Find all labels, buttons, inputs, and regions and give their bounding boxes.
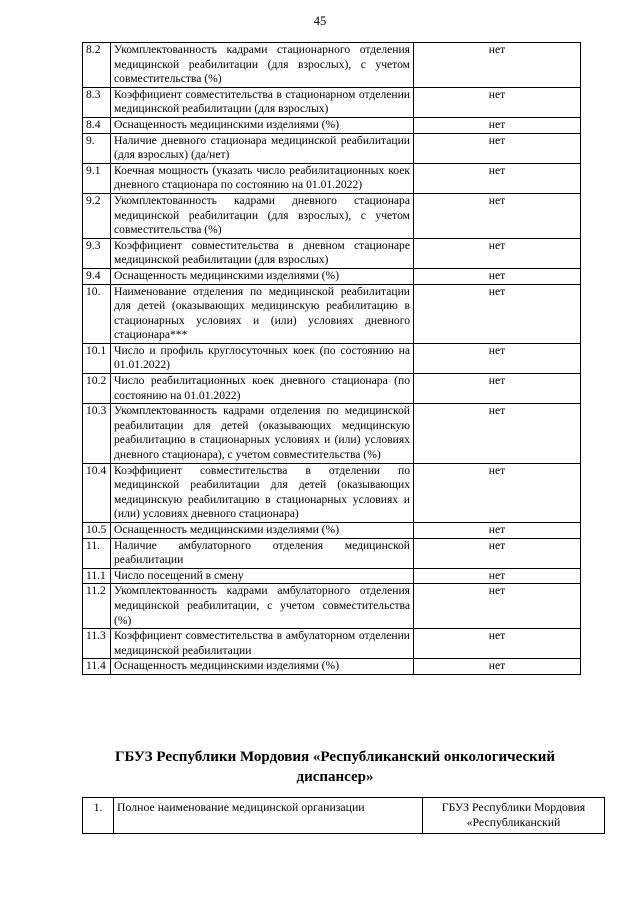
row-number: 11.2 <box>83 584 111 629</box>
table-row <box>83 404 581 463</box>
row-value: нет <box>414 659 581 675</box>
row-description: Укомплектованность кадрами дневного стационара медицинской реабилитации (для взрослых), с учетом совместительства (%) <box>111 193 414 238</box>
table-row <box>83 284 581 343</box>
row-description: Число реабилитационных коек дневного стационара (по состоянию на 01.01.2022) <box>111 374 414 404</box>
row-description: Укомплектованность кадрами отделения по медицинской реабилитации для детей (оказывающих медицинскую реабилитацию в стационарных условиях и (или) условиях дневного стационара), с учетом совместительства (%) <box>111 404 414 463</box>
table-row <box>83 523 581 539</box>
row-description: Число посещений в смену <box>111 568 414 584</box>
table-row <box>83 133 581 163</box>
row-value: нет <box>414 268 581 284</box>
row-value: нет <box>414 584 581 629</box>
row-description: Коэффициент совместительства в амбулаторном отделении медицинской реабилитации <box>111 629 414 659</box>
table-row <box>83 798 605 834</box>
row-description: Коэффициент совместительства в отделении по медицинской реабилитации для детей (оказывающих медицинскую реабилитацию в стационарных условиях и (или) условиях дневного стационара) <box>111 463 414 522</box>
organization-info-table <box>82 797 605 834</box>
table-row <box>83 87 581 117</box>
row-number: 9. <box>83 133 111 163</box>
row-description: Коэффициент совместительства в стационарном отделении медицинской реабилитации (для взрослых) <box>111 87 414 117</box>
row-value: нет <box>414 133 581 163</box>
row-value: нет <box>414 568 581 584</box>
row-number: 9.4 <box>83 268 111 284</box>
row-value: нет <box>414 238 581 268</box>
row-description: Укомплектованность кадрами амбулаторного отделения медицинской реабилитации, с учетом совместительства (%) <box>111 584 414 629</box>
row-description: Оснащенность медицинскими изделиями (%) <box>111 268 414 284</box>
row-value: нет <box>414 193 581 238</box>
row-description: Наличие дневного стационара медицинской реабилитации (для взрослых) (да/нет) <box>111 133 414 163</box>
table-row <box>83 463 581 522</box>
table-row <box>83 538 581 568</box>
row-number: 11.1 <box>83 568 111 584</box>
page-number: 45 <box>313 14 327 28</box>
row-number: 9.3 <box>83 238 111 268</box>
row-description: Наименование отделения по медицинской реабилитации для детей (оказывающих медицинскую реабилитацию в стационарных условиях и (или) условиях дневного стационара*** <box>111 284 414 343</box>
table-row <box>83 568 581 584</box>
row-value: нет <box>414 538 581 568</box>
table-row <box>83 117 581 133</box>
row-number: 9.2 <box>83 193 111 238</box>
row-value: ГБУЗ Республики Мордовия «Республиканский <box>423 798 605 834</box>
table-row <box>83 629 581 659</box>
organization-title: ГБУЗ Республики Мордовия «Республиканский онкологический диспансер» <box>114 749 556 785</box>
row-value: нет <box>414 284 581 343</box>
row-description: Полное наименование медицинской организации <box>114 798 423 834</box>
table-row <box>83 584 581 629</box>
table-row <box>83 163 581 193</box>
row-number: 8.3 <box>83 87 111 117</box>
row-number: 10. <box>83 284 111 343</box>
rehabilitation-table-body <box>83 43 581 675</box>
row-number: 8.2 <box>83 43 111 88</box>
table-row <box>83 374 581 404</box>
row-value: нет <box>414 629 581 659</box>
table-row <box>83 268 581 284</box>
row-number: 10.3 <box>83 404 111 463</box>
row-value: нет <box>414 374 581 404</box>
row-number: 11.4 <box>83 659 111 675</box>
table-row <box>83 343 581 373</box>
table-row <box>83 659 581 675</box>
row-value: нет <box>414 523 581 539</box>
table-row <box>83 193 581 238</box>
row-description: Оснащенность медицинскими изделиями (%) <box>111 523 414 539</box>
row-description: Наличие амбулаторного отделения медицинской реабилитации <box>111 538 414 568</box>
row-number: 8.4 <box>83 117 111 133</box>
row-number: 10.4 <box>83 463 111 522</box>
row-value: нет <box>414 117 581 133</box>
row-number: 10.1 <box>83 343 111 373</box>
row-value: нет <box>414 43 581 88</box>
rehabilitation-table <box>82 42 581 675</box>
row-value: нет <box>414 163 581 193</box>
row-value: нет <box>414 404 581 463</box>
table-row <box>83 43 581 88</box>
table-row <box>83 238 581 268</box>
row-description: Коэффициент совместительства в дневном стационаре медицинской реабилитации (для взрослых) <box>111 238 414 268</box>
row-number: 10.2 <box>83 374 111 404</box>
row-description: Укомплектованность кадрами стационарного отделения медицинской реабилитации (для взрослых), с учетом совместительства (%) <box>111 43 414 88</box>
row-value: нет <box>414 343 581 373</box>
row-description: Число и профиль круглосуточных коек (по состоянию на 01.01.2022) <box>111 343 414 373</box>
row-description: Коечная мощность (указать число реабилитационных коек дневного стационара по состоянию на 01.01.2022) <box>111 163 414 193</box>
row-number: 11.3 <box>83 629 111 659</box>
row-number: 11. <box>83 538 111 568</box>
row-description: Оснащенность медицинскими изделиями (%) <box>111 117 414 133</box>
row-value: нет <box>414 87 581 117</box>
row-number: 9.1 <box>83 163 111 193</box>
row-description: Оснащенность медицинскими изделиями (%) <box>111 659 414 675</box>
row-value: нет <box>414 463 581 522</box>
row-number: 10.5 <box>83 523 111 539</box>
row-number: 1. <box>83 798 114 834</box>
